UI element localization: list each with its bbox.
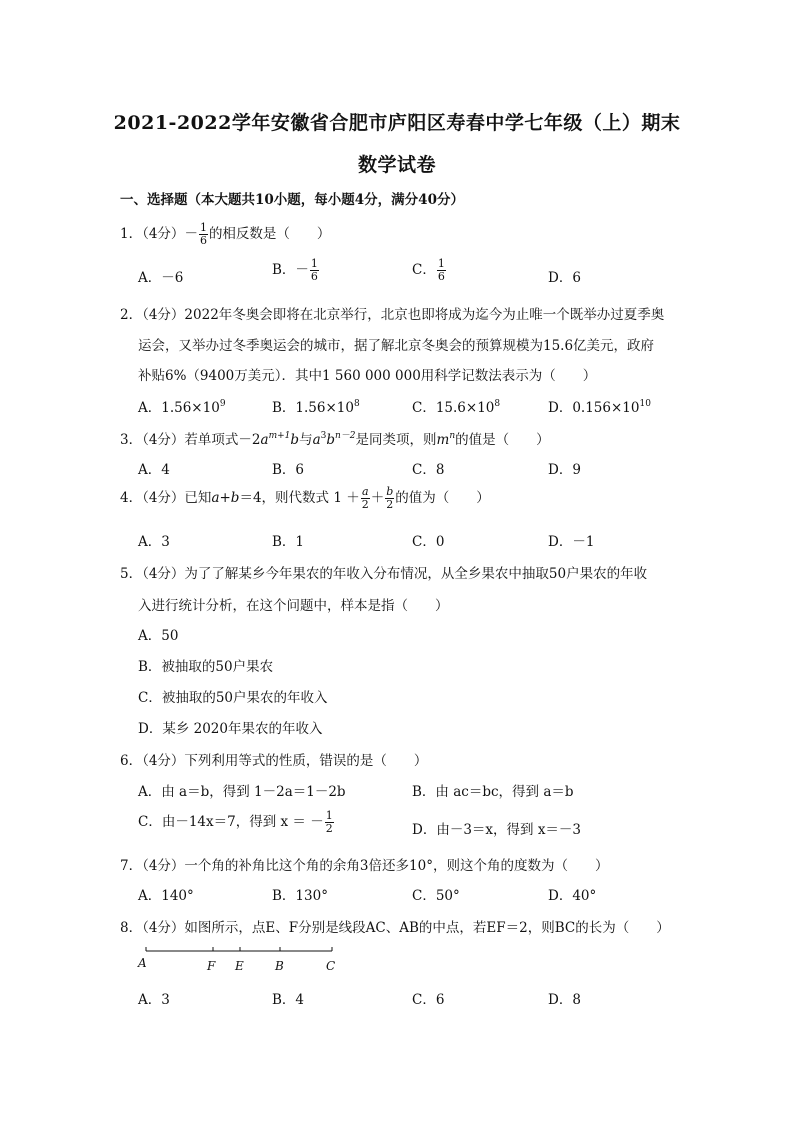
q3-exp-n: n [449, 431, 456, 441]
q8-option-a: A．3 [138, 992, 170, 1008]
q4-f1-num: a [361, 485, 369, 498]
q2-line-1: 2．（4分）2022年冬奥会即将在北京举行，北京也即将成为迄今为止唯一个既举办过夏季奥 [120, 307, 665, 323]
q2-line-2: 运会，又举办过冬季奥运会的城市，据了解北京冬奥会的预算规模为15.6亿美元，政府 [138, 338, 655, 354]
q4-option-d: D．－1 [548, 534, 595, 550]
q6-c-num: 1 [325, 809, 333, 822]
q3-exp3: n－2 [335, 431, 356, 441]
q3-var-b2: b [326, 432, 336, 448]
point-label-c: C [326, 959, 336, 973]
q1-frac-num: 1 [199, 221, 207, 234]
q4-f2-den: 2 [386, 498, 394, 511]
q4-option-b: B．1 [272, 534, 305, 550]
point-label-a: A [138, 956, 147, 970]
q2-c-exp: 8 [494, 399, 501, 409]
exam-title-line2: 数学试卷 [357, 154, 436, 176]
q1-c-den: 6 [437, 270, 445, 283]
q5-option-b: B．被抽取的50户果农 [138, 659, 274, 675]
q3-exp1: m+1 [268, 431, 291, 441]
q6-option-a: A．由 a＝b，得到 1－2a＝1－2b [138, 784, 346, 800]
q8-option-d: D．8 [548, 992, 581, 1008]
q2-line-3: 补贴6%（9400万美元）．其中1 560 000 000用科学记数法表示为（ ） [138, 368, 597, 384]
q3-option-c: C．8 [412, 462, 445, 478]
question-1 [120, 222, 330, 247]
q4-plus: ＋ [370, 490, 385, 506]
q1-stem: 的相反数是（ ） [208, 226, 331, 242]
q1-fraction [199, 222, 208, 247]
q4-suffix: 的值为（ ） [395, 490, 490, 506]
q1-option-d: D．6 [548, 270, 581, 286]
q4-f1-den: 2 [361, 498, 369, 511]
q4-prefix: 4．（4分）已知 [120, 490, 212, 506]
q5-option-a: A．50 [138, 628, 179, 644]
q3-var-a1: a [260, 432, 269, 448]
q4-fraction-a [361, 486, 370, 511]
q3-exp2: 3 [320, 431, 327, 441]
q1-b-den: 6 [310, 270, 318, 283]
q3-option-d: D．9 [548, 462, 581, 478]
q4-option-c: C．0 [412, 534, 445, 550]
q6-option-c [138, 810, 335, 835]
q2-b-exp: 8 [353, 399, 360, 409]
q6-c-fraction [325, 810, 334, 835]
section-heading: 一、选择题（本大题共10小题，每小题4分，满分40分） [120, 192, 464, 208]
q2-option-b [272, 396, 360, 416]
q8-option-b: B．4 [272, 992, 305, 1008]
q3-prefix: 3．（4分）若单项式－2 [120, 432, 261, 448]
q7-stem: 7．（4分）一个角的补角比这个角的余角3倍还多10°，则这个角的度数为（ ） [120, 858, 609, 874]
q3-mid2: 是同类项，则 [355, 432, 437, 448]
q3-mid: 与 [299, 432, 313, 448]
q3-var-b1: b [290, 432, 300, 448]
q2-a-exp: 9 [219, 399, 226, 409]
q2-d-base: D．0.156×10 [548, 400, 640, 416]
q1-option-b [272, 258, 320, 283]
q2-option-d [548, 396, 651, 416]
q5-option-c: C．被抽取的50户果农的年收入 [138, 690, 328, 706]
q1-option-c-label: C． [412, 262, 436, 278]
q5-line-1: 5．（4分）为了了解某乡今年果农的年收入分布情况，从全乡果农中抽取50户果农的年收 [120, 566, 648, 582]
q1-option-c-fraction [437, 258, 446, 283]
q1-option-c [412, 258, 447, 283]
q3-var-a2: a [312, 432, 321, 448]
q1-option-a: A．－6 [138, 270, 184, 286]
q1-option-b-fraction [310, 258, 319, 283]
exam-title-line1: 2021-2022学年安徽省合肥市庐阳区寿春中学七年级（上）期末 [113, 112, 681, 134]
q5-option-d: D．某乡 2020年果农的年收入 [138, 721, 323, 737]
q1-minus: － [184, 226, 198, 242]
q3-var-m: m [436, 432, 450, 448]
point-label-b: B [275, 959, 284, 973]
q6-option-b: B．由 ac＝bc，得到 a＝b [412, 784, 574, 800]
question-4 [120, 486, 490, 511]
line-segment-figure [136, 945, 356, 975]
q6-option-d: D．由－3＝x，得到 x＝－3 [412, 822, 582, 838]
q7-option-d: D．40° [548, 888, 597, 904]
q2-d-exp: 10 [639, 399, 651, 409]
q6-stem: 6．（4分）下列利用等式的性质，错误的是（ ） [120, 753, 428, 769]
q1-number: 1．（4分） [120, 226, 185, 242]
q8-stem: 8．（4分）如图所示，点E、F分别是线段AC、AB的中点，若EF＝2，则BC的长为（ ） [120, 920, 670, 936]
q2-c-base: C．15.6×10 [412, 400, 495, 416]
q1-frac-den: 6 [199, 234, 207, 247]
q3-option-a: A．4 [138, 462, 170, 478]
q6-c-prefix: C．由－14x＝7，得到 x ＝ － [138, 814, 324, 830]
q8-option-c: C．6 [412, 992, 445, 1008]
q4-option-a: A．3 [138, 534, 170, 550]
q4-expr: a+b [211, 490, 240, 506]
q2-b-base: B．1.56×10 [272, 400, 354, 416]
q1-b-num: 1 [310, 257, 318, 270]
question-3 [120, 428, 550, 448]
q2-a-base: A．1.56×10 [138, 400, 220, 416]
q4-fraction-b [385, 486, 394, 511]
q3-option-b: B．6 [272, 462, 305, 478]
q1-option-b-label: B．－ [272, 262, 309, 278]
point-label-f: F [207, 959, 216, 973]
q7-option-c: C．50° [412, 888, 460, 904]
q5-line-2: 入进行统计分析，在这个问题中，样本是指（ ） [138, 598, 449, 614]
q2-option-a [138, 396, 226, 416]
q7-option-b: B．130° [272, 888, 328, 904]
point-label-e: E [235, 959, 244, 973]
q6-c-den: 2 [325, 822, 333, 835]
q1-c-num: 1 [437, 257, 445, 270]
q4-eq: ＝4，则代数式 1 ＋ [239, 490, 360, 506]
q7-option-a: A．140° [138, 888, 194, 904]
q4-f2-num: b [386, 485, 394, 498]
q3-suffix: 的值是（ ） [455, 432, 550, 448]
q2-option-c [412, 396, 500, 416]
